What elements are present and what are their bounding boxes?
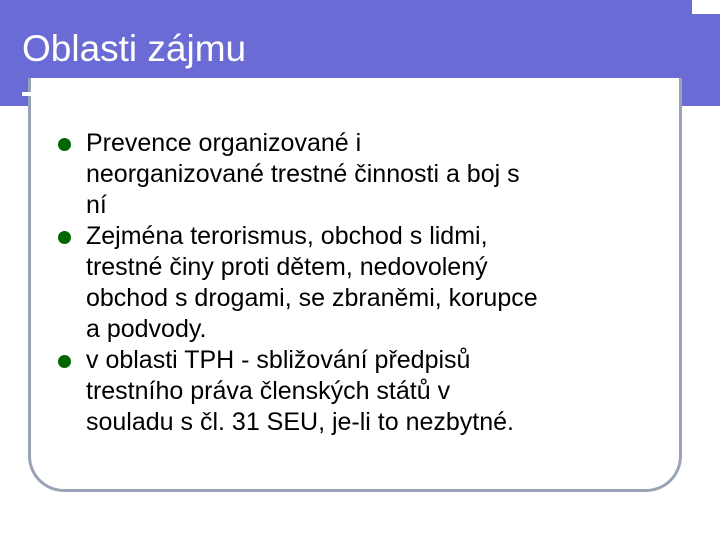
bullet-line: neorganizované trestné činnosti a boj s xyxy=(86,160,520,188)
bullet-item xyxy=(58,345,668,438)
bullet-item xyxy=(58,221,668,345)
bullet-line: trestné činy proti dětem, nedovolený xyxy=(86,253,488,281)
bullet-line: Zejména terorismus, obchod s lidmi, xyxy=(86,222,488,250)
bullet-list xyxy=(58,128,668,438)
bullet-line: trestního práva členských států v xyxy=(86,377,451,405)
bullet-icon xyxy=(58,231,71,244)
title-underline xyxy=(22,92,636,96)
bullet-line: souladu s čl. 31 SEU, je-li to nezbytné. xyxy=(86,408,515,436)
bullet-line: v oblasti TPH - sbližování předpisů xyxy=(86,346,471,374)
bullet-icon xyxy=(58,138,71,151)
title-band-corner xyxy=(692,0,720,14)
bullet-line: obchod s drogami, se zbraněmi, korupce xyxy=(86,284,538,312)
slide-title: Oblasti zájmu xyxy=(22,28,247,69)
bullet-line: a podvody. xyxy=(86,315,207,343)
bullet-icon xyxy=(58,355,71,368)
bullet-line: Prevence organizované i xyxy=(86,129,362,157)
bullet-item xyxy=(58,128,668,221)
bullet-line: ní xyxy=(86,191,107,219)
